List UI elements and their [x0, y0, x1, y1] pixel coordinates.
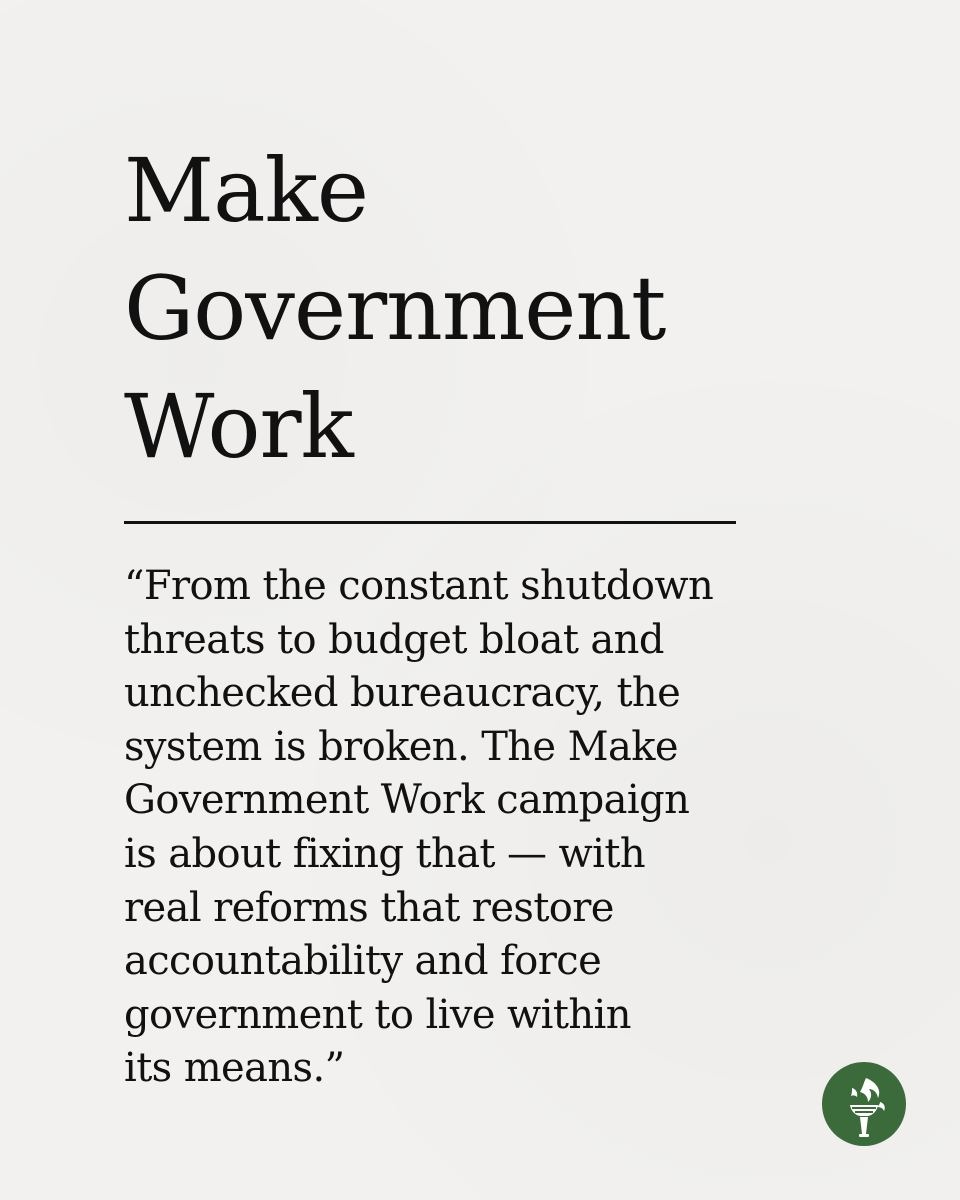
- quote-line: government to live within: [124, 991, 631, 1038]
- quote-line: is about fixing that — with: [124, 830, 646, 877]
- quote-line: Government Work campaign: [124, 777, 690, 824]
- headline-line: Make: [124, 139, 368, 242]
- quote-line: system is broken. The Make: [124, 723, 678, 770]
- quote-text: [124, 560, 844, 1096]
- headline-line: Work: [124, 375, 353, 478]
- quote-line: real reforms that restore: [124, 884, 614, 931]
- quote-line: unchecked bureaucracy, the: [124, 670, 681, 717]
- quote-line: threats to budget bloat and: [124, 616, 664, 663]
- divider: [124, 521, 736, 524]
- torch-logo: [822, 1062, 906, 1146]
- quote-line: “From the constant shutdown: [124, 563, 714, 609]
- quote-line: its means.”: [124, 1045, 345, 1092]
- headline-line: Government: [124, 257, 666, 360]
- headline: [124, 132, 665, 486]
- torch-icon: [822, 1062, 906, 1146]
- quote-line: accountability and force: [124, 938, 602, 985]
